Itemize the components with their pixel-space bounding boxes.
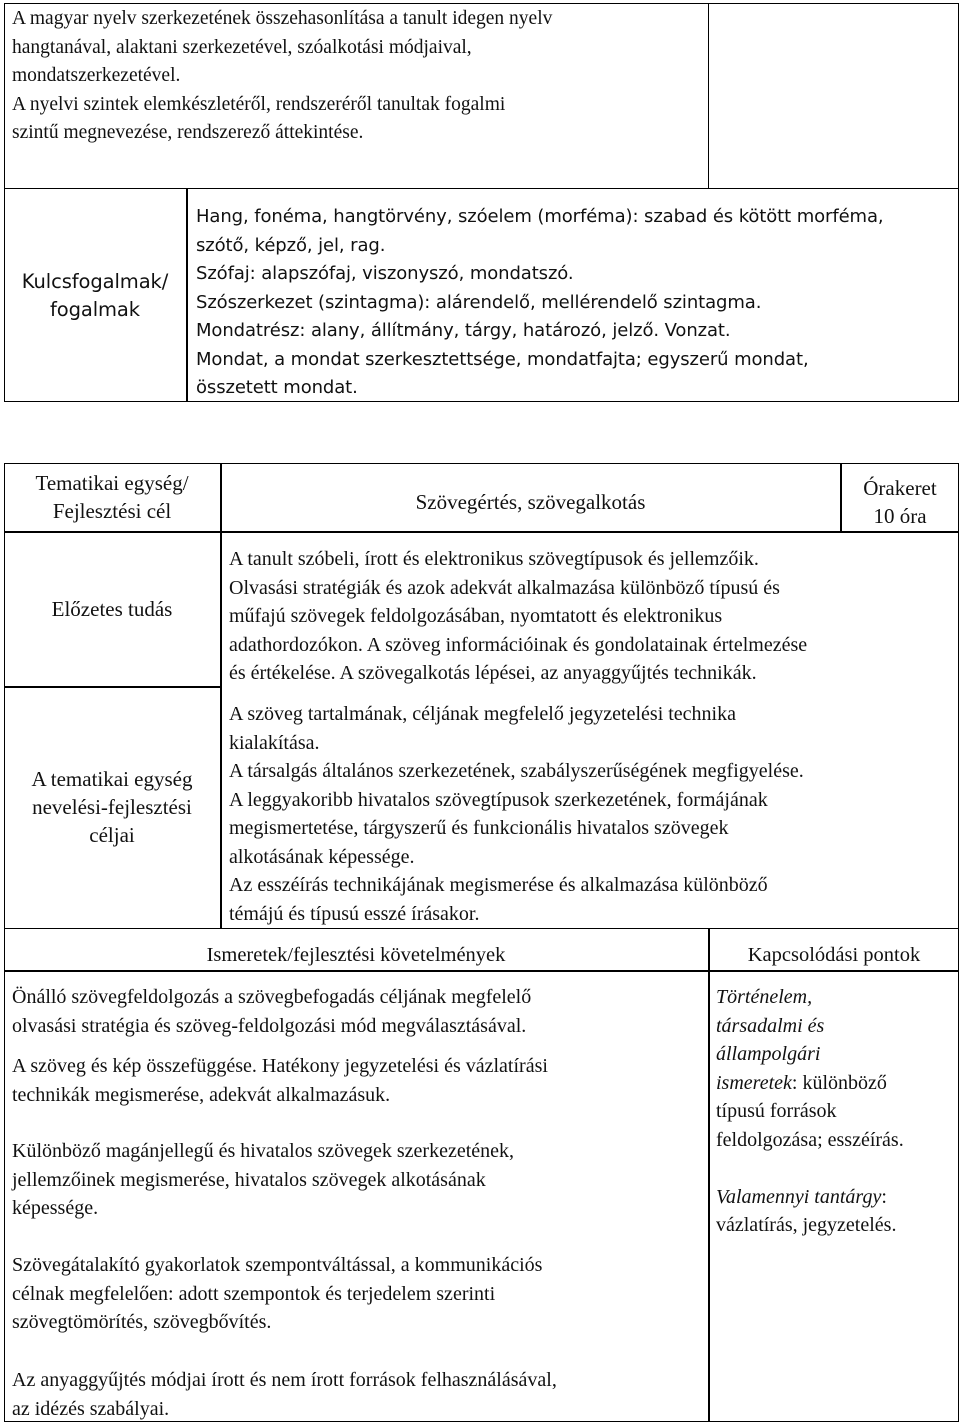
kapcsolodasi-t2: társadalmi és xyxy=(716,1014,825,1037)
kapcsolodasi-t3: állampolgári xyxy=(716,1043,821,1065)
tematikai-label: Tematikai egység/ Fejlesztési cél xyxy=(35,471,189,523)
tematikai-title: Szövegértés, szövegalkotás xyxy=(415,490,646,514)
kapcsolodasi-text: Történelem, társadalmi és állampolgári ismeretek: különböző típusú források feldolgozása; esszéírás. Valamennyi tantárgy: vázlatírás, jegyzetelés. xyxy=(716,986,904,1236)
tematikai-vline xyxy=(220,463,222,929)
ismeretek-vline xyxy=(708,928,710,1422)
ismeretek-hline xyxy=(4,970,959,972)
ismeretek-p5: Az anyaggyűjtés módjai írott és nem írott források felhasználásával, az idézés szabályai. xyxy=(12,1369,557,1420)
kapcsolodasi-t1: Történelem, xyxy=(716,986,813,1008)
ismeretek-p2: A szöveg és kép összefüggése. Hatékony jegyzetelési és vázlatírási technikák megismerése, adekvát alkalmazásuk. xyxy=(12,1055,548,1106)
ismeretek-p3: Különböző magánjellegű és hivatalos szövegek szerkezetének, jellemzőinek megismerése, hivatalos szövegek alkotásának képessége. xyxy=(12,1140,515,1219)
ismeretek-header: Ismeretek/fejlesztési követelmények xyxy=(206,944,506,966)
ismeretek-p1: Önálló szövegfeldolgozás a szövegbefogadás céljának megfelelő olvasási stratégia és szöveg-feldolgozási mód megválasztásával. xyxy=(12,986,532,1037)
top-text: A magyar nyelv szerkezetének összehasonlítása a tanult idegen nyelv hangtanával, alaktani szerkezetével, szóalkotási módjaival, mondatszerkezetével. A nyelvi szintek elemkészletéről, rendszeréről tanultak fogalmi szintű megnevezése, rendszerező áttekintése. xyxy=(12,8,553,143)
elozetes-text: A tanult szóbeli, írott és elektronikus szövegtípusok és jellemzőik. Olvasási stratégiák és azok adekvát alkalmazása különböző típusú és műfajú szövegek feldolgozásában, nyomtatott és elektronikus adathordozókon. A szöveg információinak és gondolatainak értelmezése és értékelése. A szövegalkotás lépései, az anyaggyűjtés technikák. xyxy=(229,548,808,684)
kulcsfogalmak-label: Kulcsfogalmak/ fogalmak xyxy=(21,270,169,321)
kulcsfogalmak-divider xyxy=(186,188,188,402)
elozetes-label: Előzetes tudás xyxy=(51,597,173,621)
kapcsolodasi-header: Kapcsolódási pontok xyxy=(747,944,921,966)
kapcsolodasi-t4: ismeretek xyxy=(716,1071,792,1094)
tematikai-hline-1 xyxy=(4,531,959,533)
ismeretek-p4: Szövegátalakító gyakorlatok szempontváltással, a kommunikációs célnak megfelelően: adott szempontok és terjedelem szerinti szövegtömörítés, szövegbővítés. xyxy=(12,1254,543,1333)
tematikai-hline-2 xyxy=(4,686,221,688)
top-right-cell xyxy=(708,3,959,189)
celok-text: A szöveg tartalmának, céljának megfelelő jegyzetelési technika kialakítása. A társalgás általános szerkezetének, szabályszerűségének megfigyelése. A leggyakoribb hivatalos szövegtípusok szerkezetének, formájának megismertetése, tárgyszerű és funkcionális hivatalos szövegek alkotásának képessége. Az esszéírás technikájának megismerése és alkalmazása különböző témájú és típusú esszé írásakor. xyxy=(229,703,804,925)
kapcsolodasi-v1: Valamennyi tantárgy xyxy=(716,1185,882,1208)
orakeret: Órakeret 10 óra xyxy=(863,476,937,528)
kulcsfogalmak-text: Hang, fonéma, hangtörvény, szóelem (morféma): szabad és kötött morféma, szótő, képző, jel, rag. Szófaj: alapszófaj, viszonyszó, mondatszó. Szószerkezet (szintagma): alárendelő, mellérendelő szintagma. Mondatrész: alany, állítmány, tárgy, határozó, jelző. Vonzat. Mondat, a mondat szerkesztettsége, mondatfajta; egyszerű mondat, összetett mondat. xyxy=(196,206,884,398)
celok-label: A tematikai egység nevelési-fejlesztési céljai xyxy=(31,767,193,847)
